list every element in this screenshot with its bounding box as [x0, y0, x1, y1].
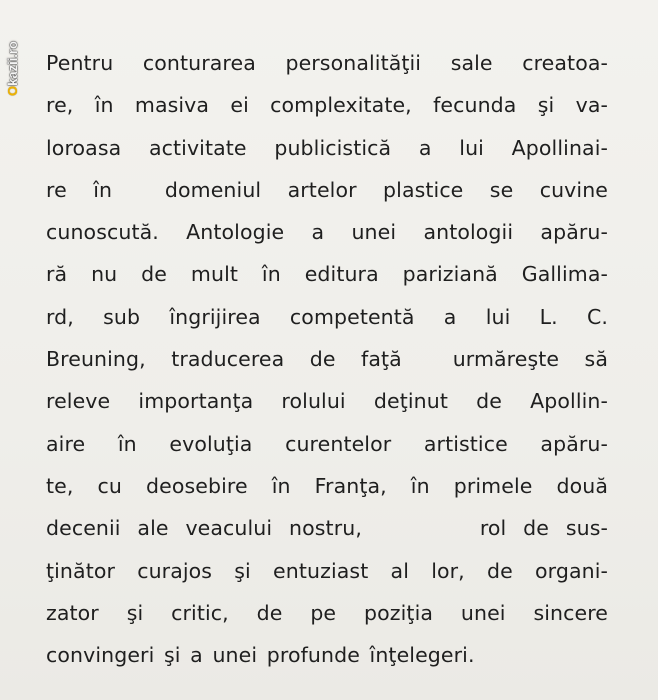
paragraph: [46, 42, 608, 676]
text-line: convingeri şi a unei profunde înţelegeri.: [46, 643, 475, 668]
text-line: decenii ale veacului nostru, rol de sus-: [46, 516, 608, 541]
watermark-text: kazii.ro: [5, 41, 20, 86]
text-line: te, cu deosebire în Franţa, în primele două: [46, 473, 608, 498]
watermark-letter-o: O: [5, 85, 20, 96]
text-line: rd, sub îngrijirea competentă a lui L. C.: [46, 304, 608, 329]
text-line: Pentru conturarea personalităţii sale creatoa-: [46, 51, 608, 75]
text-line: ră nu de mult în editura pariziană Gallima-: [46, 262, 608, 287]
text-line: ţinător curajos şi entuziast al lor, de organi-: [46, 558, 608, 583]
text-line: aire în evoluţia curentelor artistice apăru-: [46, 431, 608, 456]
text-line: releve importanţa rolului deţinut de Apollin-: [46, 389, 608, 414]
text-line: re, în masiva ei complexitate, fecunda şi va-: [46, 93, 608, 118]
text-line: loroasa activitate publicistică a lui Apollinai-: [46, 135, 608, 160]
text-line: re în domeniul artelor plastice se cuvine: [46, 177, 608, 202]
text-line: cunoscută. Antologie a unei antologii apăru-: [46, 220, 608, 245]
text-line: zator şi critic, de pe poziţia unei sincere: [46, 600, 608, 625]
watermark-okazii-logo: [4, 4, 22, 96]
text-line: Breuning, traducerea de faţă urmăreşte să: [46, 347, 608, 372]
